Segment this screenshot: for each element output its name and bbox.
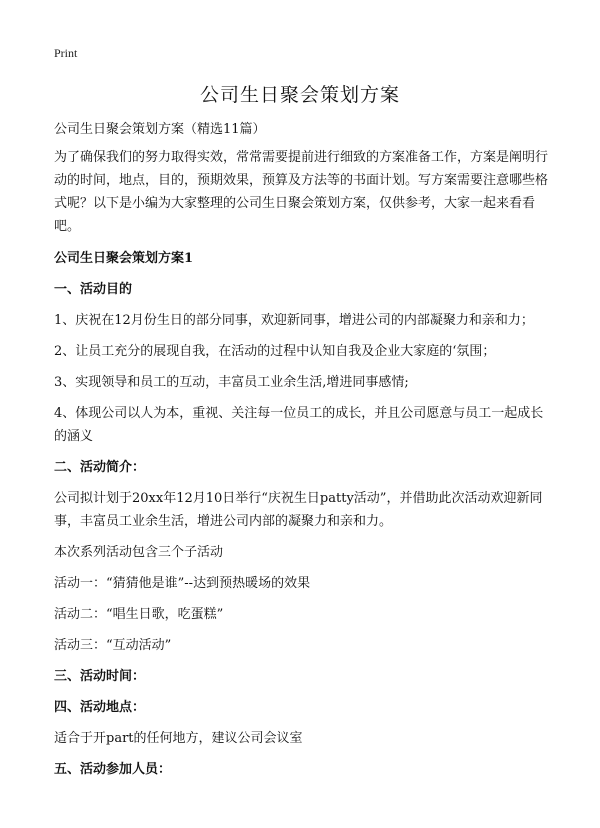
purpose-item: 3、实现领导和员工的互动，丰富员工业余生活,增进同事感情; (54, 375, 409, 390)
print-label: Print (54, 46, 78, 60)
purpose-item: 1、庆祝在12月份生日的部分同事，欢迎新同事，增进公司的内部凝聚力和亲和力； (54, 313, 534, 328)
section-title: 公司生日聚会策划方案1 (54, 251, 194, 266)
purpose-item: 4、体现公司以人为本，重视、关注每一位员工的成长，并且公司愿意与员工一起成长的涵义 (54, 406, 544, 444)
intro-paragraph: 为了确保我们的努力取得实效，常常需要提前进行细致的方案准备工作，方案是阐明行动的时间，地点，目的，预期效果，预算及方法等的书面计划。写方案需要注意哪些格式呢？以下是小编为大家整理的公司生日聚会策划方案，仅供参考，大家一起来看看吧。 (54, 150, 549, 234)
activity-item: 活动一：“猜猜他是谁”--达到预热暖场的效果 (54, 576, 311, 591)
intro-section-heading: 二、活动简介： (54, 460, 146, 475)
activity-item: 活动二：“唱生日歌，吃蛋糕” (54, 607, 224, 622)
location-text: 适合于开part的任何地方，建议公司会议室 (54, 731, 303, 746)
time-heading: 三、活动时间： (54, 669, 146, 684)
document-body (54, 118, 548, 789)
page-title: 公司生日聚会策划方案 (199, 84, 400, 106)
document-subtitle: 公司生日聚会策划方案（精选11篇） (54, 122, 266, 137)
intro-section-paragraph: 本次系列活动包含三个子活动 (54, 545, 224, 560)
purpose-item: 2、让员工充分的展现自我，在活动的过程中认知自我及企业大家庭的‘氛围； (54, 344, 496, 359)
location-heading: 四、活动地点： (54, 700, 146, 715)
intro-section-paragraph: 公司拟计划于20xx年12月10日举行“庆祝生日patty活动”，并借助此次活动欢迎新同事，丰富员工业余生活，增进公司内部的凝聚力和亲和力。 (54, 491, 543, 529)
activity-item: 活动三：“互动活动” (54, 638, 172, 653)
participants-heading: 五、活动参加人员： (54, 762, 172, 777)
purpose-heading: 一、活动目的 (54, 282, 133, 297)
